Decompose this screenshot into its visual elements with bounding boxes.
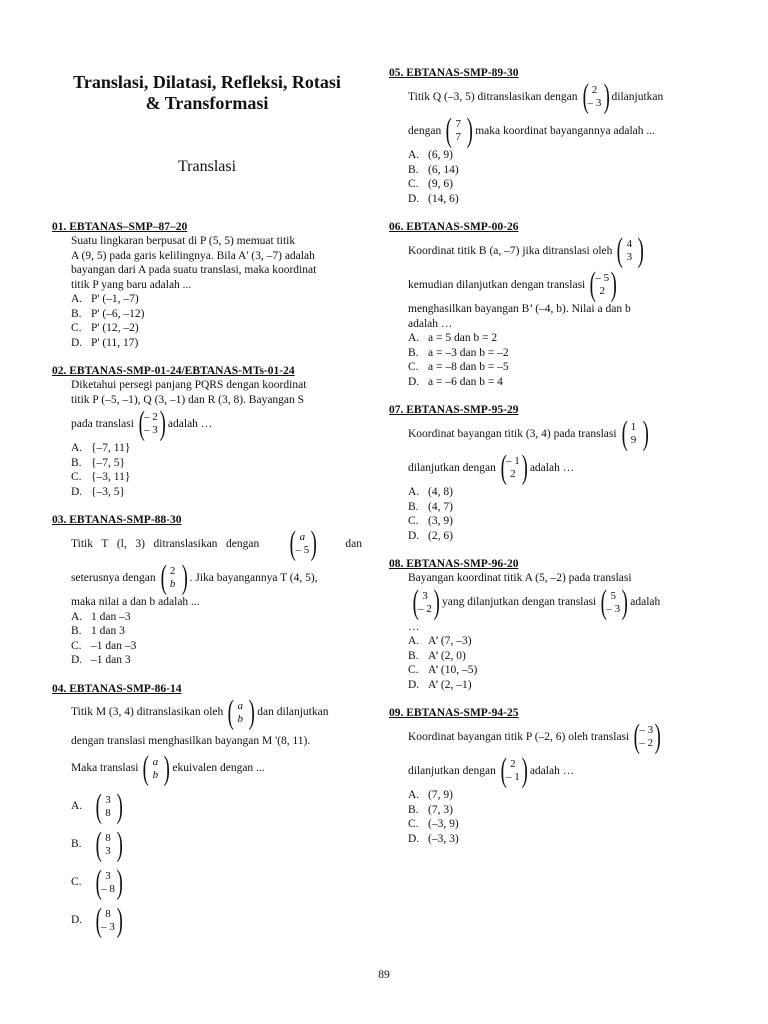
q03-option-c: C. –1 dan –3 xyxy=(71,639,137,652)
document-title xyxy=(52,72,362,114)
question-08-head: 08. EBTANAS-SMP-96-20 xyxy=(389,558,519,570)
left-column xyxy=(52,66,362,952)
question-04-head: 04. EBTANAS-SMP-86-14 xyxy=(52,682,182,695)
question-05-head: 05. EBTANAS-SMP-89-30 xyxy=(389,67,519,79)
q06-option-a: A. a = 5 dan b = 2 xyxy=(408,332,498,344)
q04-vector-1: ( a b ) xyxy=(227,693,256,731)
question-03-head: 03. EBTANAS-SMP-88-30 xyxy=(52,514,182,526)
q06-option-b: B. a = –3 dan b = –2 xyxy=(408,346,509,359)
q03-vector-1: ( a – 5 ) xyxy=(289,525,318,562)
question-02 xyxy=(52,364,362,499)
question-01 xyxy=(52,220,362,350)
title-line-1: Translasi, Dilatasi, Refleksi, Rotasi xyxy=(73,72,341,92)
q09-option-a: A. (7, 9) xyxy=(408,789,453,801)
q07-vector-2: ( – 1 2 ) xyxy=(500,449,528,486)
q05-vector-1: ( 2 – 3 ) xyxy=(582,78,610,115)
question-01-head: 01. EBTANAS–SMP–87–20 xyxy=(52,221,188,233)
q02-option-d: D. {–3, 5} xyxy=(71,485,126,498)
q08-line-3: … xyxy=(408,620,420,633)
question-06 xyxy=(389,220,694,389)
question-06-head: 06. EBTANAS-SMP-00-26 xyxy=(389,221,519,233)
q05-line-2: dengan ( 7 7 ) maka koordinat bayangannya adalah ... xyxy=(408,112,655,149)
question-03 xyxy=(52,513,362,668)
q01-option-d: D. P' (11, 17) xyxy=(71,336,139,349)
q04-line-1: Titik M (3, 4) ditranslasikan oleh ( a b ) dan dilanjutkan xyxy=(71,693,329,731)
q08-option-d: D. A’ (2, –1) xyxy=(408,678,472,691)
q04-option-a-vector: ( 3 8 ) xyxy=(95,787,123,825)
q06-option-c: C. a = –8 dan b = –5 xyxy=(408,361,509,373)
q03-option-b: B. 1 dan 3 xyxy=(71,625,125,637)
q03-line-2: seterusnya dengan ( 2 b ) . Jika bayangannya T (4, 5), xyxy=(71,559,318,596)
page-number: 89 xyxy=(378,969,390,981)
q02-line-2: titik P (–5, –1), Q (3, –1) dan R (3, 8). Bayangan S xyxy=(71,393,305,406)
question-08 xyxy=(389,557,694,692)
q07-vector-1: ( 1 9 ) xyxy=(621,415,649,452)
q05-option-b: B. (6, 14) xyxy=(408,163,459,176)
q04-line-3: Maka translasi ( a b ) ekuivalen dengan ... xyxy=(71,749,265,787)
q09-option-c: C. (–3, 9) xyxy=(408,818,459,830)
q07-option-b: B. (4, 7) xyxy=(408,500,453,513)
q08-vector-2: ( 5 – 3 ) xyxy=(600,583,629,621)
q04-option-d: D. ( 8 – 3 ) xyxy=(71,901,123,939)
q04-option-b: B. ( 8 3 ) xyxy=(71,825,123,863)
q04-option-c: C. ( 3 – 8 ) xyxy=(71,863,123,901)
q09-line-2: dilanjutkan dengan ( 2 – 1 ) adalah … xyxy=(408,752,575,789)
q09-vector-2: ( 2 – 1 ) xyxy=(500,752,528,789)
q02-line-3: pada translasi ( – 2 – 3 ) adalah … xyxy=(71,405,213,442)
q05-line-1: Titik Q (–3, 5) ditranslasikan dengan ( 2 – 3 ) dilanjutkan xyxy=(408,78,664,115)
q07-line-1: Koordinat bayangan titik (3, 4) pada translasi ( 1 9 ) xyxy=(408,415,649,452)
q04-vector-2: ( a b ) xyxy=(142,749,171,787)
q09-option-d: D. (–3, 3) xyxy=(408,832,459,845)
q07-option-a: A. (4, 8) xyxy=(408,486,453,498)
q03-line-1: Titik T (l, 3) ditranslasikan dengan ( a – 5 ) dan xyxy=(71,525,362,562)
q01-line-4: titik P yang baru adalah ... xyxy=(71,278,192,291)
q08-line-1: Bayangan koordinat titik A (5, –2) pada translasi xyxy=(408,572,632,584)
q03-option-a: A. 1 dan –3 xyxy=(71,610,131,623)
q06-line-1: Koordinat titik B (a, –7) jika ditranslasi oleh ( 4 3 ) xyxy=(408,232,645,269)
q02-option-a: A. {–7, 11} xyxy=(71,442,131,454)
question-07-head: 07. EBTANAS-SMP-95-29 xyxy=(389,404,519,416)
q01-line-2: A (9, 5) pada garis kelilingnya. Bila A' (3, –7) adalah xyxy=(71,249,315,262)
q01-option-c: C. P' (12, –2) xyxy=(71,322,139,334)
q05-option-c: C. (9, 6) xyxy=(408,178,453,190)
q09-option-b: B. (7, 3) xyxy=(408,803,453,816)
q06-line-4: adalah … xyxy=(408,317,453,330)
q06-line-3: menghasilkan bayangan B’ (–4, b). Nilai a dan b xyxy=(408,303,631,315)
right-column xyxy=(389,66,694,860)
q02-vector: ( – 2 – 3 ) xyxy=(138,405,166,442)
q05-vector-2: ( 7 7 ) xyxy=(445,112,474,149)
q02-option-b: B. {–7, 5} xyxy=(71,456,126,469)
question-05 xyxy=(389,66,694,206)
q02-option-c: C. {–3, 11} xyxy=(71,471,131,483)
q07-line-2: dilanjutkan dengan ( – 1 2 ) adalah … xyxy=(408,449,575,486)
q08-line-2: ( 3 – 2 ) yang dilanjutkan dengan translasi ( 5 – 3 ) adalah xyxy=(412,583,661,621)
q02-line-1: Diketahui persegi panjang PQRS dengan koordinat xyxy=(71,379,307,391)
q04-option-a: A. ( 3 8 ) xyxy=(71,787,123,825)
q03-vector-2: ( 2 b ) xyxy=(160,559,188,596)
q03-line-3: maka nilai a dan b adalah ... xyxy=(71,596,200,608)
title-line-2: & Transformasi xyxy=(145,93,269,113)
q01-option-a: A. P' (–1, –7) xyxy=(71,293,139,305)
q04-option-c-vector: ( 3 – 8 ) xyxy=(95,863,123,901)
q05-option-d: D. (14, 6) xyxy=(408,192,459,205)
q04-option-b-vector: ( 8 3 ) xyxy=(95,825,123,863)
q08-vector-1: ( 3 – 2 ) xyxy=(412,583,440,621)
q09-vector-1: ( – 3 – 2 ) xyxy=(633,718,662,755)
q01-line-3: bayangan dari A pada suatu translasi, maka koordinat xyxy=(71,264,317,276)
question-07 xyxy=(389,403,694,543)
q04-line-2: dengan translasi menghasilkan bayangan M '(8, 11). xyxy=(71,734,311,747)
q06-option-d: D. a = –6 dan b = 4 xyxy=(408,375,503,388)
q03-option-d: D. –1 dan 3 xyxy=(71,654,131,666)
q04-option-d-vector: ( 8 – 3 ) xyxy=(95,901,123,939)
q06-vector-2: ( – 5 2 ) xyxy=(589,266,618,303)
q05-option-a: A. (6, 9) xyxy=(408,149,453,161)
question-02-head: 02. EBTANAS-SMP-01-24/EBTANAS-MTs-01-24 xyxy=(52,365,295,377)
q01-option-b: B. P' (–6, –12) xyxy=(71,307,145,320)
q08-option-b: B. A’ (2, 0) xyxy=(408,649,466,662)
q08-option-c: C. A’ (10, –5) xyxy=(408,664,478,676)
q06-line-2: kemudian dilanjutkan dengan translasi ( – 5 2 ) xyxy=(408,266,618,303)
q01-line-1: Suatu lingkaran berpusat di P (5, 5) memuat titik xyxy=(71,235,296,247)
q07-option-c: C. (3, 9) xyxy=(408,515,453,527)
question-04 xyxy=(52,682,362,938)
q07-option-d: D. (2, 6) xyxy=(408,529,453,542)
q09-line-1: Koordinat bayangan titik P (–2, 6) oleh translasi ( – 3 – 2 ) xyxy=(408,718,662,755)
section-title: Translasi xyxy=(177,158,237,175)
q06-vector-1: ( 4 3 ) xyxy=(616,232,645,269)
q08-option-a: A. A’ (7, –3) xyxy=(408,635,472,647)
question-09 xyxy=(389,706,694,846)
question-09-head: 09. EBTANAS-SMP-94-25 xyxy=(389,707,519,719)
